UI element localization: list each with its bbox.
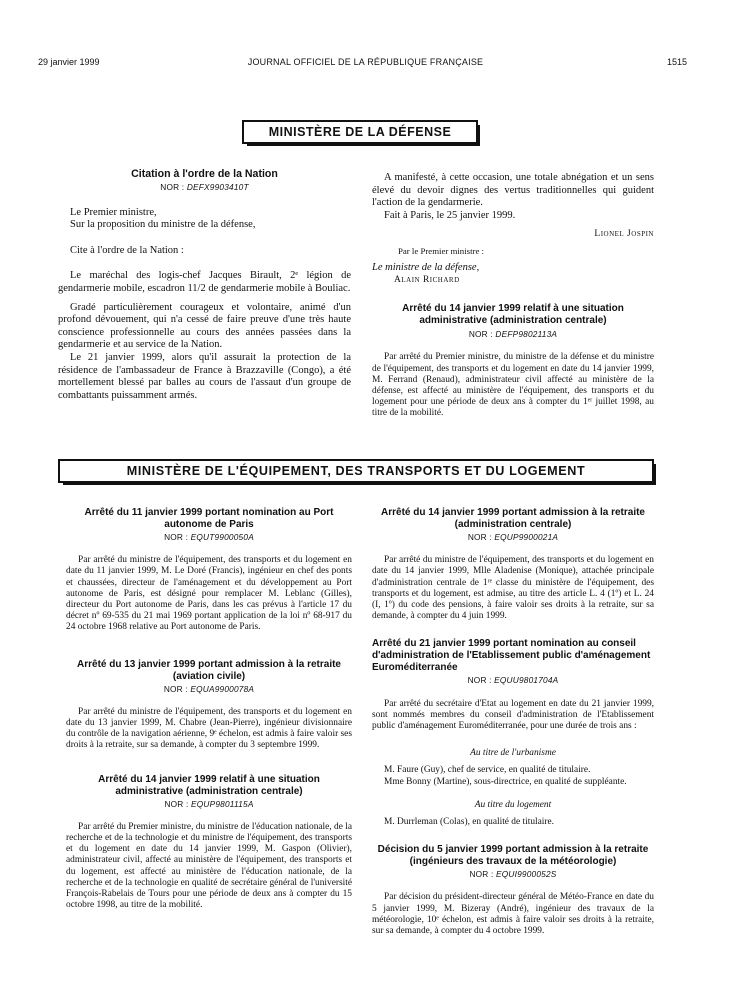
a2-title: Arrêté du 13 janvier 1999 portant admission à la retraite (aviation civile) — [77, 658, 341, 682]
defense-arrete-body: Par arrêté du Premier ministre, du ministre de la défense et du ministre de l'équipement, des transports et du logement en date du 14 janvier 1999, M. Ferrand (Renaud), administrateur civil affecté au ministère de la défense, est affecté au ministère de l'équipement, des transports et du logement pour une période de deux ans à compter du 1ᵉʳ juillet 1998, au titre de la mobilité. — [372, 352, 654, 419]
citation-p6: Le 21 janvier 1999, alors qu'il assurait la protection de la résidence de l'ambassadeur de France à Brazzaville (Congo), a été mortellement blessé par balles au cours de l'assaut d'un groupe de combattants puissamment armés. — [58, 351, 351, 401]
a2-body: Par arrêté du ministre de l'équipement, des transports et du logement en date du 13 janvier 1999, M. Chabre (Jean-Pierre), ingénieur divisionnaire du contrôle de la navigation aérienne, 9ᵉ échelon, est admis à faire valoir ses droits à la retraite, sur sa demande, à compter du 3 septembre 1999. — [66, 706, 352, 751]
citation-p3: Cite à l'ordre de la Nation : — [70, 244, 184, 256]
citation-article — [58, 168, 351, 402]
a3-title: Arrêté du 14 janvier 1999 relatif à une situation administrative (administration centrale) — [98, 773, 320, 797]
equipement-right-column — [372, 507, 654, 937]
signer-jospin: Lionel Jospin — [594, 229, 654, 240]
pm-label: Par le Premier ministre : — [398, 245, 484, 256]
citation-p1: Le Premier ministre, — [70, 206, 157, 218]
citation-title: Citation à l'ordre de la Nation — [131, 168, 278, 180]
a5-member-bonny: Mme Bonny (Martine), sous-directrice, en qualité de suppléante. — [384, 776, 627, 787]
a5-sub-logement: Au titre du logement — [474, 799, 552, 810]
a1-body: Par arrêté du ministre de l'équipement, des transports et du logement en date du 11 janvier 1999, M. Le Doré (Francis), ingénieur en chef des ponts et chaussées, directeur de l'aménagement et du développement au Port autonome de Paris, est désigné pour remplacer M. Leblanc (Gilles), directeur du Port autonome de Paris, dans les cas prévus à l'article 17 du décret nº 69-535 du 21 mai 1969 portant application de la loi nº 68-917 du 24 octobre 1968 relative au Port autonome de Paris. — [66, 555, 352, 633]
minister-label: Le ministre de la défense, — [372, 261, 480, 273]
citation-p7: A manifesté, à cette occasion, une totale abnégation et un sens élevé du devoir dignes des vertus traditionnelles qui guident l'action de la gendarmerie. — [372, 172, 654, 209]
a6-title: Décision du 5 janvier 1999 portant admission à la retraite (ingénieurs des travaux de la météorologie) — [377, 844, 649, 868]
citation-nor: NOR : DEFX9903410T — [160, 182, 249, 192]
defense-arrete-title: Arrêté du 14 janvier 1999 relatif à une situation administrative (administration centrale) — [402, 302, 624, 326]
a1-title: Arrêté du 11 janvier 1999 portant nomination au Port autonome de Paris — [84, 507, 334, 530]
a4-nor: NOR : EQUP9900021A — [467, 532, 559, 542]
a3-nor: NOR : EQUP9801115A — [164, 798, 254, 809]
citation-p5: Gradé particulièrement courageux et volontaire, animé d'un profond dévouement, qui n'a cessé de faire preuve d'une très haute conscience professionnelle au cours des années passées dans la gendarmerie et au service de la Nation. — [58, 301, 351, 351]
a5-sub-urbanisme: Au titre de l'urbanisme — [470, 748, 556, 759]
citation-p8: Fait à Paris, le 25 janvier 1999. — [384, 209, 516, 221]
citation-p4: Le maréchal des logis-chef Jacques Birault, 2ᵉ légion de gendarmerie mobile, escadron 11/2 de gendarmerie mobile à Bouliac. — [58, 270, 351, 294]
a6-nor: NOR : EQUI9900052S — [469, 869, 557, 880]
a4-title: Arrêté du 14 janvier 1999 portant admission à la retraite (administration centrale) — [381, 507, 645, 530]
equipement-left-column — [66, 507, 352, 911]
a3-body: Par arrêté du Premier ministre, du ministre de l'éducation nationale, de la recherche et de la technologie et du ministre de l'équipement, des transports et du logement en date du 14 janvier 1999, M. Gaspon (Olivier), administrateur civil, affecté au ministère de l'équipement, des transports et du logement, est affecté au ministère de l'éducation nationale, de la recherche et de la technologie en qualité de secrétaire général de l'université François-Rabelais de Tours pour une période de deux ans à compter du 15 octobre 1998, au titre de la mobilité. — [66, 821, 352, 911]
a6-body: Par décision du président-directeur général de Météo-France en date du 5 janvier 1999, M. Bizeray (André), ingénieur des travaux de la météorologie, 10ᵉ échelon, est admis à faire valoir ses droits à la retraite, sur sa demande, à compter du 4 octobre 1999. — [372, 892, 654, 937]
a5-title: Arrêté du 21 janvier 1999 portant nomination au conseil d'administration de l'Etablissement public d'aménagement Euroméditerranée — [372, 638, 651, 674]
defense-arrete-nor: NOR : DEFP9802113A — [468, 328, 558, 339]
a5-member-durrleman: M. Durrleman (Colas), en qualité de titulaire. — [384, 817, 554, 828]
citation-p2: Sur la proposition du ministre de la défense, — [70, 219, 256, 231]
citation-continuation — [372, 172, 654, 420]
a2-nor: NOR : EQUA9900078A — [163, 683, 255, 694]
page-number: 1515 — [666, 57, 687, 67]
equipement-banner: MINISTÈRE DE L'ÉQUIPEMENT, DES TRANSPORTS ET DU LOGEMENT — [58, 459, 654, 483]
a4-body: Par arrêté du ministre de l'équipement, des transports et du logement en date du 14 janvier 1999, Mlle Aladenise (Monique), attachée principale d'administration centrale de 1ʳᵉ classe du ministère de l'équipement, des transports et du logement, est admise, au titre des article L. 4 (1º) et L. 24 (I, 1º) du code des pensions, à faire valoir ses droits à la retraite, sur sa demande, à compter du 4 juin 1999. — [372, 555, 654, 622]
a5-member-faure: M. Faure (Guy), chef de service, en qualité de titulaire. — [384, 765, 591, 776]
defense-banner: MINISTÈRE DE LA DÉFENSE — [242, 120, 478, 144]
signer-richard: Alain Richard — [394, 275, 460, 286]
a1-nor: NOR : EQUT9900050A — [164, 532, 254, 542]
a5-nor: NOR : EQUU9801704A — [467, 675, 559, 686]
journal-title: JOURNAL OFFICIEL DE LA RÉPUBLIQUE FRANÇAISE — [247, 57, 484, 67]
a5-body: Par arrêté du secrétaire d'Etat au logement en date du 21 janvier 1999, sont nommés membres du conseil d'administration de l'Etablissement public d'aménagement Euroméditerranée, pour une durée de trois ans : — [372, 698, 654, 732]
header-date: 29 janvier 1999 — [38, 57, 100, 67]
